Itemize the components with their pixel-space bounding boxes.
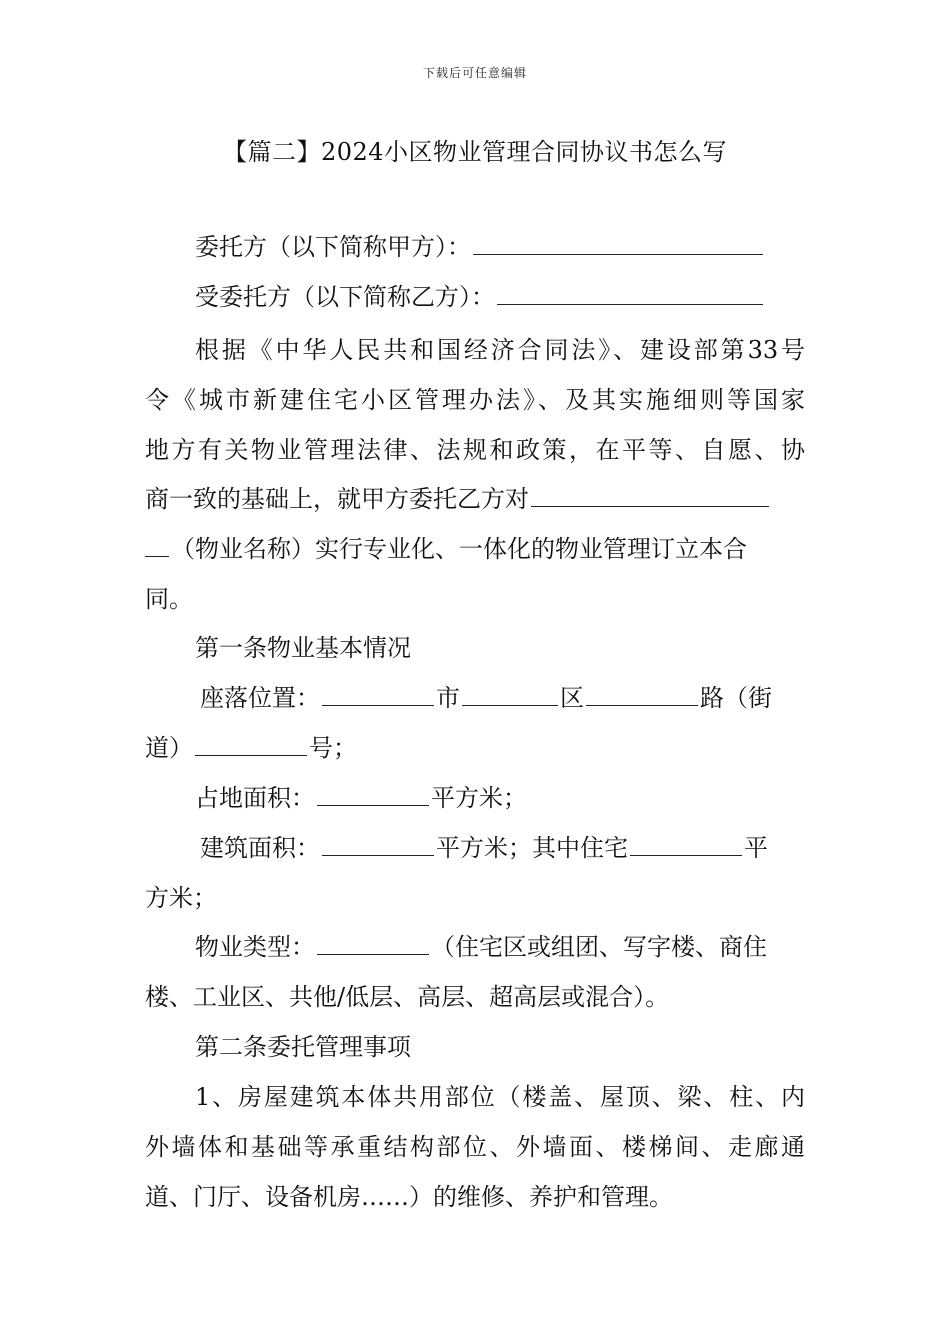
- building-area-line: 建筑面积： 平方米；其中住宅 平: [200, 834, 768, 862]
- property-type-line-cont: 楼、工业区、共他/低层、高层、超高层或混合）。: [145, 983, 670, 1011]
- building-area-line-cont: 方米；: [145, 884, 217, 912]
- district-blank: [462, 683, 558, 706]
- paragraph-line: 道、门厅、设备机房……）的维修、养护和管理。: [145, 1183, 673, 1211]
- contractor-line: 受委托方（以下简称乙方）：: [195, 280, 765, 314]
- number-blank: [195, 733, 307, 756]
- paragraph-line: 1、房屋建筑本体共用部位（楼盖、屋顶、梁、柱、内: [195, 1083, 805, 1111]
- page-header: 下载后可任意编辑: [422, 66, 527, 80]
- client-line: 委托方（以下简称甲方）：: [195, 230, 765, 264]
- property-name-blank-cont: [145, 534, 169, 557]
- property-type-blank: [317, 932, 429, 955]
- road-blank: [586, 683, 698, 706]
- land-area-blank: [317, 783, 429, 806]
- document-title: 【篇二】2024小区物业管理合同协议书怎么写: [222, 138, 728, 166]
- paragraph-line: 外墙体和基础等承重结构部位、外墙面、楼梯间、走廊通: [145, 1133, 805, 1161]
- paragraph-line: （物业名称）实行专业化、一体化的物业管理订立本合: [145, 532, 747, 566]
- paragraph-line: 商一致的基础上，就甲方委托乙方对: [145, 482, 771, 516]
- land-area-line: 占地面积： 平方米；: [195, 784, 527, 812]
- residential-area-blank: [630, 833, 742, 856]
- client-blank: [473, 232, 763, 255]
- building-area-blank: [322, 833, 434, 856]
- property-name-blank: [531, 484, 769, 507]
- section-heading: 第二条委托管理事项: [195, 1033, 411, 1061]
- contractor-blank: [497, 282, 763, 305]
- property-type-line: 物业类型： （住宅区或组团、写字楼、商住: [195, 933, 767, 961]
- paragraph-line: 地方有关物业管理法律、法规和政策，在平等、自愿、协: [145, 436, 805, 464]
- location-line-cont: 道） 号；: [145, 734, 357, 762]
- location-line: 座落位置： 市 区 路（街: [200, 684, 772, 712]
- paragraph-line: 令《城市新建住宅小区管理办法》、及其实施细则等国家: [145, 386, 805, 414]
- section-heading: 第一条物业基本情况: [195, 634, 411, 662]
- paragraph-line: 同。: [145, 585, 193, 613]
- paragraph-line: 根据《中华人民共和国经济合同法》、建设部第33号: [195, 336, 805, 364]
- city-blank: [322, 683, 434, 706]
